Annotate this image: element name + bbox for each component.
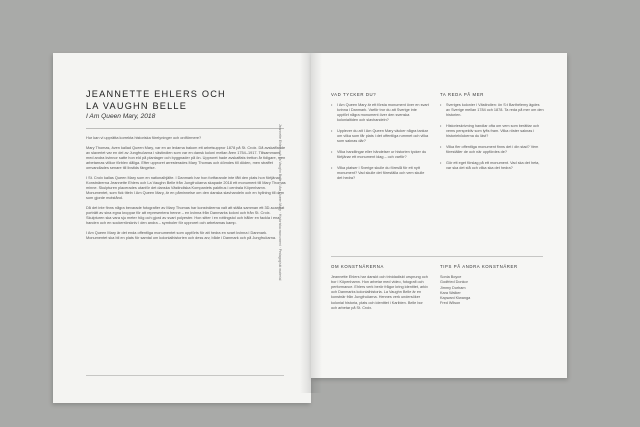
discussion-list — [331, 103, 429, 181]
about-artists-text: Jeannette Ehlers har danskt och trinidadiskt ursprung och bor i Köpenhamn. Hon arbetar med video, fotografi och performance. Ehlers verk berör frågor kring identitet, arkiv och Danmarks kolonialhistoria. La Vaughn Belle är en konstnär från Jungfruöarna. Hennes verk undersöker kolonial historia, plats och identitet i Karibien. Belle bor och arbetar på St. Croix. — [331, 275, 429, 310]
about-artists-heading: OM KONSTNÄRERNA — [331, 264, 384, 269]
title-divider — [86, 128, 284, 129]
left-body-text — [86, 136, 286, 372]
body-paragraph: I Am Queen Mary är det enda offentliga monumentet som uppförts för att hedra en svart kvinna i Danmark. Monumentet ska bli en plats för samtal om kolonialhistorien och dess arv, både i Danmark och på Jungfruöarna. — [86, 230, 277, 240]
learn-more-list — [440, 103, 544, 171]
list-item: • Vilka platser i Sverige skulle du föreslå för ett nytt monument? Vad skulle det föreställa och vem skulle det hedra? — [331, 166, 429, 181]
list-item: • Vilka fler offentliga monument finns det i din stad? Vem föreställer de och när uppfördes de? — [440, 145, 544, 155]
artist-name: Godfried Donkor — [440, 280, 468, 285]
artist-name: Kara Walker — [440, 290, 461, 295]
title-line-1: JEANNETTE EHLERS OCH — [86, 89, 226, 99]
other-artists-column — [440, 264, 540, 306]
discussion-column — [331, 92, 429, 187]
intro-question: Hur kan vi upprätta korrekta historiska förelyninger och ordförmere? — [86, 136, 202, 140]
page-title — [86, 89, 276, 112]
booklet-gutter — [300, 53, 322, 393]
list-item: • Vilka handlingar eller händelser ur historien tycker du förtjänar ett monument idag – och varför? — [331, 150, 429, 160]
artist-name: Sonia Boyce — [440, 275, 462, 280]
artist-name: Kapwani Kiwanga — [440, 295, 471, 300]
list-item: • Gör ett eget förslag på ett monument. Vad ska det heta, var ska det stå och vilka ska det hedra? — [440, 161, 544, 171]
artwork-subtitle: I Am Queen Mary, 2018 — [86, 113, 156, 120]
body-paragraph: I St. Croix kallas Queen Mary som en nationalhjälte. I Danmark har hon fortfarande inte fått den plats hon förtjänar. Konstnärerna Jeannette Ehlers och La Vaughn Belle från Jungfruöarna skapade 2018 ett monument till Mary Thomas minne. Skulpturen placerades utanför det danska Västindiska Kompaniets pakthus i centrala Köpenhamn. Monumentet, som fick titeln I Am Queen Mary, är en påminnelse om den danska slavhandeln och en hyllning till dem som gjorde motstånd. — [86, 175, 286, 201]
section-divider — [331, 256, 543, 257]
list-item: • Historieskrivning handlar ofta om vem som berättar och vems perspektiv som lyfts fram. Vilka röster saknas i historieböckerna du läst? — [440, 124, 544, 139]
body-paragraph: Då det inte finns några bevarade fotografier av Mary Thomas har konstnärerna valt att ställa samman ett 3D-scannat porträtt av sina egna kroppar för att representera henne – en kvinna från Danmarks koloni och från St. Croix. Skulpturen ska vara sju meter hög och gjord av svart polyester. Hon sitter i en rottingstol och håller en fackla i ena handen och en sockerrörskniv i den andra – symboler för upproret och arbetarnas kamp. — [86, 205, 285, 226]
about-artists-column — [331, 264, 429, 311]
body-paragraph: Mary Thomas, även kallad Queen Mary, var en av ledarna bakom ett arbetsuppror 1878 på St. Croix. Då avskaffande av slaveriet var en del av Jungfruöarna i västindien som var en dansk koloni mellan åren 1754–1917. Tillsammans med andra kvinnor satte hon eld på plantager och byggnader på ön. Upproret hade avskaffats tretton år tidigare, men arbetarnas villkor förblev dåliga. Efter upproret arresterades Mary Thomas och dömdes till döden, men straffet omvandlades senare till livstids fängelse. — [86, 145, 286, 171]
discussion-heading: VAD TYCKER DU? — [331, 92, 377, 97]
list-item: • Upplever du att I Am Queen Mary väcker några tankar om vilka som får plats i det offentliga rummet och vilka som saknas där? — [331, 129, 429, 144]
list-item: • I Am Queen Mary är ett första monument över en svart kvinna i Danmark. Varför tror du att Sverige inte uppfört några monument över den svenska kolonialtiden och slavhandeln? — [331, 103, 429, 123]
other-artists-heading: TIPS PÅ ANDRA KONSTNÄRER — [440, 264, 518, 269]
list-item: • Sveriges kolonier i Västindien: ön S:t Barthélemy ägdes av Sverige mellan 1784 och 1878. Ta reda på mer om den historien. — [440, 103, 544, 118]
artist-name: Fred Wilson — [440, 301, 461, 306]
learn-more-heading: TA REDA PÅ MER — [440, 92, 484, 97]
title-line-2: LA VAUGHN BELLE — [86, 100, 188, 111]
spine-caption: Jeannette Ehlers och La Vaughn Belle · I Am Queen Mary · Historiska monument · Pedagogiskt material — [278, 124, 282, 281]
learn-more-column — [440, 92, 544, 176]
bottom-divider — [86, 375, 284, 376]
artist-name: Jimmy Durham — [440, 285, 466, 290]
